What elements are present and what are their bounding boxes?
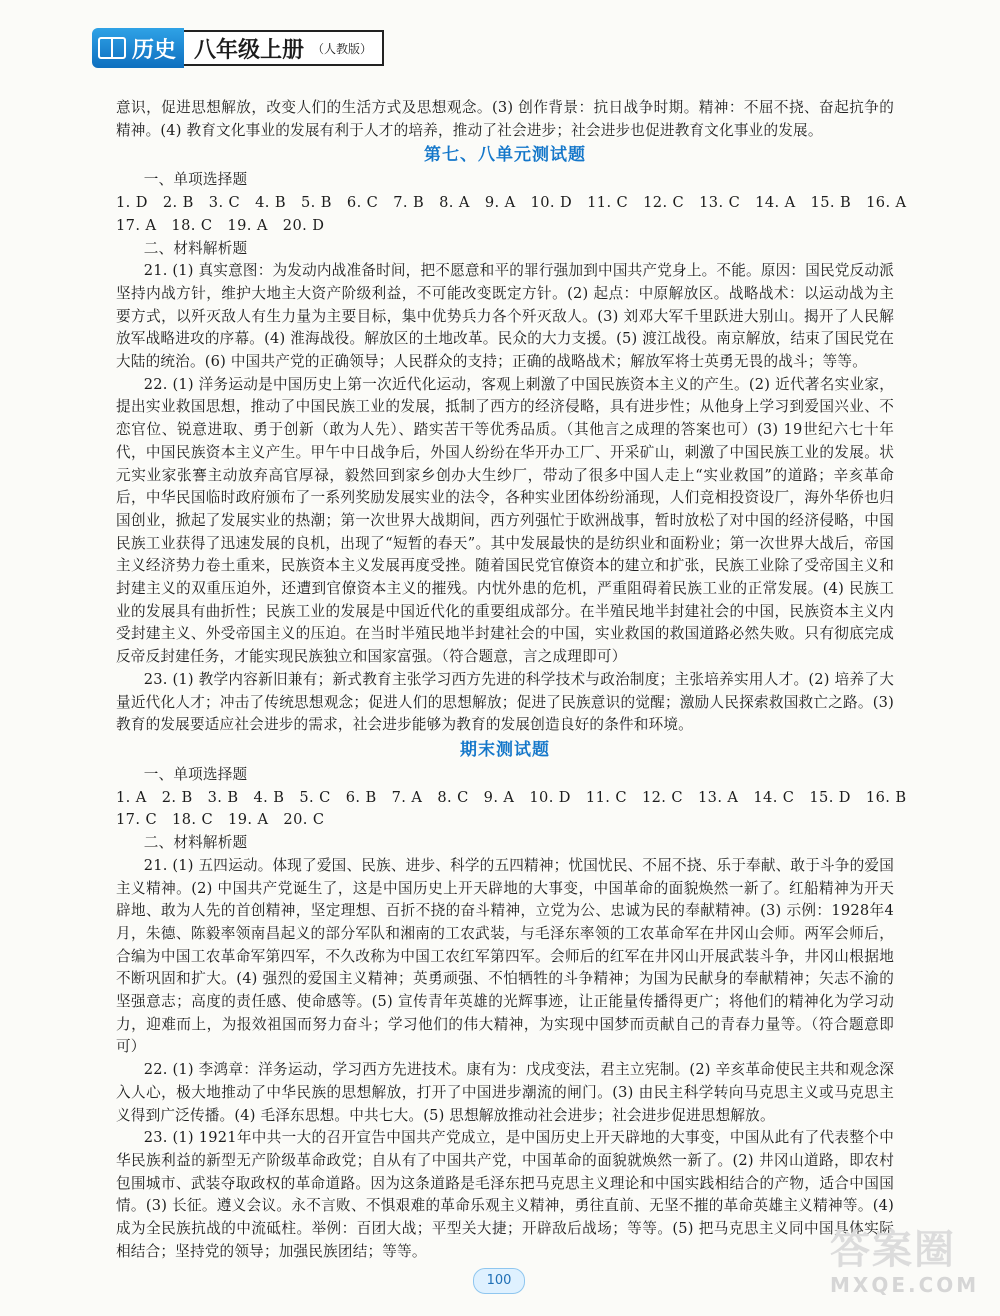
section-title-final: 期末测试题 — [460, 739, 550, 760]
intro-paragraph: 意识，促进思想解放，改变人们的生活方式及思想观念。(3) 创作背景：抗日战争时期。精神：不屈不挠、奋起抗争的精神。(4) 教育文化事业的发展有利于人才的培养，推动了社会进步；社会进步也促进教育文化事业的发展。 — [116, 99, 894, 139]
answer-row — [116, 809, 894, 832]
answer-paragraph: 23. (1) 教学内容新旧兼有；新式教育主张学习西方先进的科学技术与政治制度；主张培养实用人才。(2) 培养了大量近代化人才；冲击了传统思想观念；促进人们的思想解放；促进了民族意识的觉醒；激励人民探索救国救亡之路。(3) 教育的发展要适应社会进步的需求，社会进步能够为教育的发展创造良好的条件和环境。 — [116, 670, 894, 734]
answer-item: 16. A — [866, 194, 907, 212]
answer-row — [116, 192, 907, 215]
answer-row — [116, 215, 894, 238]
answer-item: 9. A — [484, 194, 516, 212]
answer-item: 2. B — [162, 194, 194, 212]
answer-item: 18. C — [172, 811, 214, 829]
answer-paragraph: 21. (1) 真实意图：为发动内战准备时间，把不愿意和平的罪行强加到中国共产党身上。不能。原因：国民党反动派坚持内战方针，维护大地主大资产阶级利益，不可能改变既定方针。(2) 起点：中原解放区。战略战术：以运动战为主要方式，以歼灭敌人有生力量为主要目标，集中优势兵力各个歼灭敌人。(3) 刘邓大军千里跃进大别山。揭开了人民解放军战略进攻的序幕。(4) 淮海战役。解放区的土地改革。民众的大力支援。(5) 渡江战役。南京解放，结束了国民党在大陆的统治。(6) 中国共产党的正确领导；人民群众的支持；正确的战略战术；解放军将士英勇无畏的战斗；等等。 — [116, 262, 894, 371]
answer-item: 10. D — [530, 194, 573, 212]
subject-badge — [92, 28, 184, 68]
answer-item: 13. C — [699, 194, 741, 212]
answer-item: 11. C — [585, 788, 627, 806]
part-label-choice: 一、单项选择题 — [143, 765, 248, 783]
answer-item: 4. B — [255, 194, 286, 212]
answer-item: 9. A — [483, 788, 515, 806]
grade-box — [184, 30, 384, 66]
answer-item: 14. C — [753, 788, 795, 806]
answer-paragraph: 23. (1) 1921年中共一大的召开宣告中国共产党成立，是中国历史上开天辟地的大事变，中国从此有了代表整个中华民族利益的新型无产阶级革命政党；自从有了中国共产党，中国革命的面貌就焕然一新了。(2) 井冈山道路，即农村包围城市、武装夺取政权的革命道路。因为这条道路是毛泽东把马克思主义理论和中国实践相结合的产物，适合中国国情。(3) 长征。遵义会议。永不言败、不惧艰难的革命乐观主义精神，勇往直前、无坚不摧的革命英雄主义精神等。(4) 成为全民族抗战的中流砥柱。举例：百团大战；平型关大捷；开辟敌后战场；等等。(5) 把马克思主义同中国具体实际相结合；坚持党的领导；加强民族团结；等等。 — [116, 1129, 894, 1260]
answer-item: 15. B — [810, 194, 852, 212]
answer-item: 7. A — [391, 788, 423, 806]
answer-item: 14. A — [755, 194, 796, 212]
section-title-unit-7-8: 第七、八单元测试题 — [424, 145, 586, 166]
grade-label: 八年级上册 — [194, 37, 305, 63]
answer-item: 12. C — [643, 194, 685, 212]
answer-item: 19. A — [228, 811, 269, 829]
answer-item: 8. A — [439, 194, 470, 212]
answer-item: 13. A — [697, 788, 739, 806]
book-header — [92, 28, 392, 68]
answer-paragraph: 22. (1) 洋务运动是中国历史上第一次近代化运动，客观上刺激了中国民族资本主义的产生。(2) 近代著名实业家，提出实业救国思想，推动了中国民族工业的发展，抵制了西方的经济侵略，具有进步性；从他身上学习到爱国兴业、不恋官位、锐意进取、勇于创新（敢为人先）、踏实苦干等优秀品质。（其他言之成理的答案也可）(3) 19世纪六七十年代，中国民族资本主义产生。甲午中日战争后，外国人纷纷在华开办工厂、开采矿山，刺激了中国民族工业的发展。状元实业家张謇主动放弃高官厚禄，毅然回到家乡创办大生纱厂，带动了很多中国人走上“实业救国”的道路；辛亥革命后，中华民国临时政府颁布了一系列奖励发展实业的法令，各种实业团体纷纷涌现，人们竞相投资设厂，海外华侨也归国创业，掀起了发展实业的热潮；第一次世界大战期间，西方列强忙于欧洲战事，暂时放松了对中国的经济侵略，中国民族工业获得了迅速发展的良机，出现了“短暂的春天”。其中发展最快的是纺织业和面粉业；第一次世界大战后，帝国主义经济势力卷土重来，民族资本主义发展再度受挫。随着国民党官僚资本的建立和扩张，民族工业除了受帝国主义和封建主义的双重压迫外，还遭到官僚资本主义的摧残。内忧外患的危机，严重阻碍着民族工业的正常发展。(4) 民族工业的发展具有曲折性；民族工业的发展是中国近代化的重要组成部分。在半殖民地半封建社会的中国，民族资本主义内受封建主义、外受帝国主义的压迫。在当时半殖民地半封建社会的中国，实业救国的救国道路必然失败。只有彻底完成反帝反封建任务，才能实现民族独立和国家富强。（符合题意，言之成理即可） — [116, 375, 894, 666]
page-number: 100 — [473, 1268, 525, 1294]
part-label-material: 二、材料解析题 — [143, 834, 248, 852]
answer-item: 3. C — [208, 194, 241, 212]
answer-item: 12. C — [641, 788, 683, 806]
answer-paragraph: 21. (1) 五四运动。体现了爱国、民族、进步、科学的五四精神；忧国忧民、不屈不挠、乐于奉献、敢于斗争的爱国主义精神。(2) 中国共产党诞生了，这是中国历史上开天辟地的大事变，中国革命的面貌焕然一新了。红船精神为开天辟地、敢为人先的首创精神，坚定理想、百折不挠的奋斗精神，立党为公、忠诚为民的奉献精神。(3) 示例：1928年4月，朱德、陈毅率领南昌起义的部分军队和湘南的工农武装，与毛泽东率领的工农革命军在井冈山会师。两军会师后，合编为中国工农革命军第四军，不久改称为中国工农红军第四军。会师后的红军在井冈山开展武装斗争，井冈山根据地不断巩固和扩大。(4) 强烈的爱国主义精神；英勇顽强、不怕牺牲的斗争精神；为国为民献身的奉献精神；矢志不渝的坚强意志；高度的责任感、使命感等。(5) 宣传青年英雄的光辉事迹，让正能量传播得更广；将他们的精神化为学习动力，迎难而上，为报效祖国而努力奋斗；学习他们的伟大精神，为实现中国梦而贡献自己的青春力量等。（符合题意即可） — [116, 856, 894, 1056]
answer-item: 5. C — [299, 788, 331, 806]
part-label-choice: 一、单项选择题 — [143, 171, 248, 189]
subject-label: 历史 — [132, 37, 177, 63]
answer-item: 17. C — [116, 811, 158, 829]
watermark-top: 答案圈 — [830, 1227, 956, 1273]
watermark-bottom: MXQE.COM — [830, 1273, 980, 1297]
answer-item: 3. B — [207, 788, 239, 806]
answer-item: 6. B — [345, 788, 377, 806]
answer-item: 2. B — [161, 788, 193, 806]
answer-item: 1. D — [116, 194, 148, 212]
answer-item: 1. A — [116, 788, 147, 806]
answer-item: 7. B — [393, 194, 425, 212]
answer-row — [116, 787, 907, 810]
answer-item: 19. A — [227, 216, 268, 234]
answer-item: 5. B — [301, 194, 332, 212]
answer-content — [116, 97, 907, 1263]
answer-item: 20. C — [283, 811, 325, 829]
answer-item: 6. C — [346, 194, 379, 212]
answer-item: 17. A — [116, 216, 157, 234]
answer-item: 16. B — [865, 788, 907, 806]
answer-item: 15. D — [809, 788, 851, 806]
book-icon — [98, 37, 126, 59]
answer-item: 10. D — [529, 788, 571, 806]
answer-paragraph: 22. (1) 李鸿章：洋务运动，学习西方先进技术。康有为：戊戌变法，君主立宪制。(2) 辛亥革命使民主共和观念深入人心，极大地推动了中华民族的思想解放，打开了中国进步潮流的闸门。(3) 由民主科学转向马克思主义或马克思主义得到广泛传播。(4) 毛泽东思想。中共七大。(5) 思想解放推动社会进步；社会进步促进思想解放。 — [116, 1061, 894, 1124]
part-label-material: 二、材料解析题 — [143, 239, 248, 257]
edition-label: （人教版） — [312, 41, 373, 56]
answer-item: 8. C — [437, 788, 469, 806]
watermark-logo — [830, 1228, 980, 1304]
answer-item: 20. D — [282, 216, 325, 234]
answer-item: 18. C — [171, 216, 213, 234]
answer-item: 4. B — [253, 788, 285, 806]
answer-item: 11. C — [587, 194, 629, 212]
